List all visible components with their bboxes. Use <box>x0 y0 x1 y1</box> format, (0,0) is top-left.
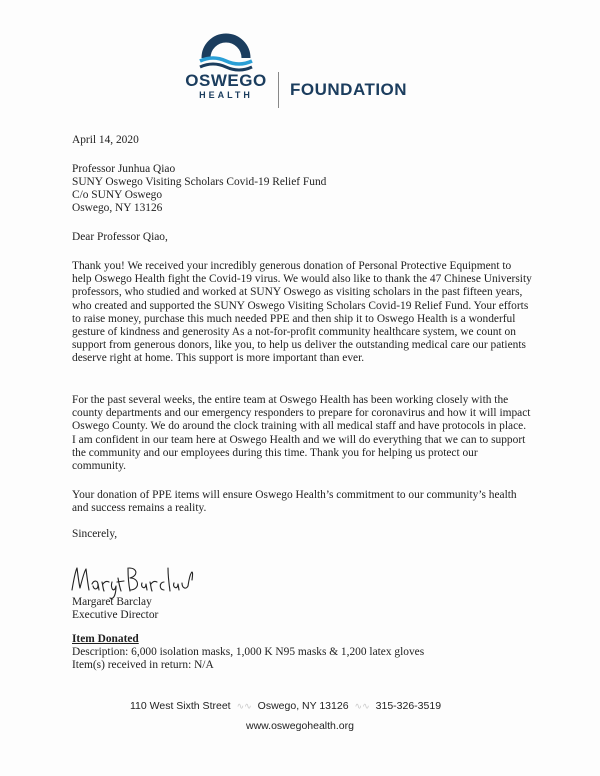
salutation: Dear Professor Qiao, <box>72 231 168 243</box>
footer-city: Oswego, NY 13126 <box>257 700 349 712</box>
address-line: C/o SUNY Oswego <box>72 189 163 201</box>
oswego-health-logo-icon <box>196 28 256 74</box>
address-line: Oswego, NY 13126 <box>72 202 163 214</box>
org-sub: HEALTH <box>199 90 253 100</box>
address-line: SUNY Oswego Visiting Scholars Covid-19 Relief Fund <box>72 176 327 188</box>
dotted-wave-icon: ∿∿ <box>236 701 252 711</box>
item-received: Item(s) received in return: N/A <box>72 659 214 671</box>
foundation-label: FOUNDATION <box>290 80 408 99</box>
item-donated-heading: Item Donated <box>72 633 139 645</box>
body-paragraph: Your donation of PPE items will ensure Oswego Health’s commitment to our community’s health and success remains a reality. <box>72 489 517 515</box>
signer-title: Executive Director <box>72 609 159 621</box>
footer-website: www.oswegohealth.org <box>246 720 354 732</box>
logo-divider <box>278 72 279 108</box>
address-line: Professor Junhua Qiao <box>72 163 176 175</box>
org-name: OSWEGO <box>185 71 267 90</box>
item-description: Description: 6,000 isolation masks, 1,000 K N95 masks & 1,200 latex gloves <box>72 646 425 658</box>
body-paragraph: Thank you! We received your incredibly generous donation of Personal Protective Equipment to help Oswego Health fight the Covid-19 virus. We would also like to thank the 47 Chinese University professors, who studied and worked at SUNY Oswego as visiting scholars in the past fifteen years, who created and supported the SUNY Oswego Visiting Scholars Covid-19 Relief Fund. Your efforts to raise money, purchase this much needed PPE and then ship it to Oswego Health is a wonderful gesture of kindness and generosity As a not-for-profit community healthcare system, we count on support from generous donors, like you, to help us deliver the outstanding medical care our patients deserve right at home. This support is more important than ever. <box>72 260 532 365</box>
footer-phone: 315-326-3519 <box>375 700 442 712</box>
footer-street: 110 West Sixth Street <box>130 700 231 712</box>
letterhead-logo <box>182 28 422 100</box>
closing: Sincerely, <box>72 528 118 540</box>
signer-name: Margaret Barclay <box>72 596 152 608</box>
letter-date: April 14, 2020 <box>72 134 139 146</box>
body-paragraph: For the past several weeks, the entire team at Oswego Health has been working closely with the county departments and our emergency responders to prepare for coronavirus and how it will impact Oswego County. We do around the clock training with all medical staff and have protocols in place. I am confident in our team here at Oswego Health and we will do everything that we can to support the community and our employees during this time. Thank you for helping us protect our community. <box>72 394 531 473</box>
handwritten-signature <box>68 560 198 600</box>
dotted-wave-icon: ∿∿ <box>354 701 370 711</box>
